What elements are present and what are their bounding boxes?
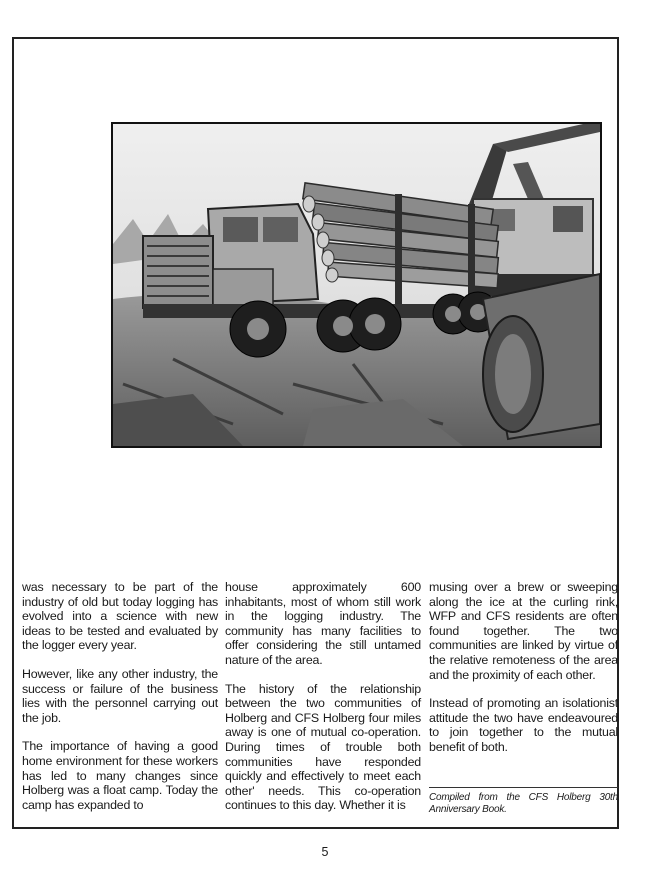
paragraph: The importance of having a good home environment for these workers has led to many changes since Holberg was a float camp. Today the camp has expanded to [22, 739, 218, 812]
article-column-1 [22, 580, 218, 826]
logging-truck-photo [111, 122, 602, 448]
page-number: 5 [321, 845, 329, 859]
credit-divider [429, 787, 618, 788]
article-column-2 [225, 580, 421, 827]
paragraph: Instead of promoting an isolationist attitude the two have endeavoured to join together to the mutual benefit of both. [429, 696, 618, 754]
paragraph: The history of the relationship between the two communities of Holberg and CFS Holberg four miles away is one of mutual co-operation. During times of trouble both communities have responded quickly and effectively to meet each other' needs. This co-operation continues to this day. Whether it is [225, 681, 421, 813]
source-credit: Compiled from the CFS Holberg 30th Anniversary Book. [429, 791, 618, 816]
paragraph: musing over a brew or sweeping along the ice at the curling rink, WFP and CFS residents are often found together. The two communities are linked by virtue of the relative remoteness of the area and the proximity of each other. [429, 580, 618, 682]
paragraph: However, like any other industry, the success or failure of the business lies with the personnel carrying out the job. [22, 666, 218, 725]
article-column-3 [429, 580, 618, 831]
paragraph: was necessary to be part of the industry of old but today logging has evolved into a science with new ideas to be tested and evaluated by the logger every year. [22, 580, 218, 653]
paragraph: house approximately 600 inhabitants, most of whom still work in the logging industry. The community has many facilities to offer considering the still untamed nature of the area. [225, 580, 421, 667]
